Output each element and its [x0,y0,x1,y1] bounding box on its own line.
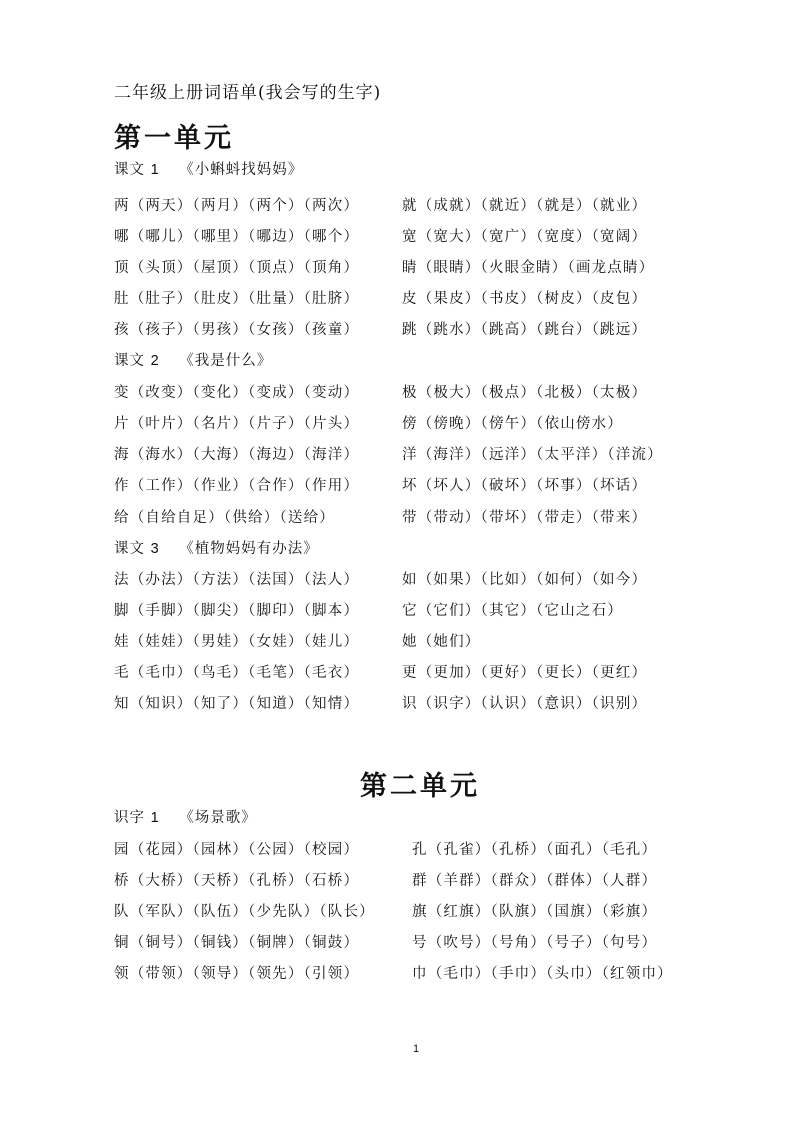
word-entry: 哪（哪儿）（哪里）（哪边）（哪个） [114,229,360,245]
word-entry: 它（它们）（其它）（它山之石） [402,603,623,619]
lesson-heading [114,158,303,179]
word-entry: 队（军队）（队伍）（少先队）（队长） [114,904,375,920]
word-entry: 知（知识）（知了）（知道）（知情） [114,696,360,712]
word-entry: 脚（手脚）（脚尖）（脚印）（脚本） [114,603,360,619]
word-entry: 坏（坏人）（破坏）（坏事）（坏话） [402,478,648,494]
word-entry: 洋（海洋）（远洋）（太平洋）（洋流） [402,447,663,463]
word-entry: 睛（眼睛）（火眼金睛）（画龙点睛） [402,260,655,276]
word-entry: 海（海水）（大海）（海边）（海洋） [114,447,360,463]
word-entry: 傍（傍晚）（傍午）（依山傍水） [402,416,623,432]
word-entry: 娃（娃娃）（男娃）（女娃）（娃儿） [114,634,360,650]
lesson-heading [114,537,319,558]
lesson-label: 课文 [114,162,145,178]
word-entry: 旗（红旗）（队旗）（国旗）（彩旗） [412,904,658,920]
lesson-label: 课文 [114,353,145,369]
document-title: 二年级上册词语单(我会写的生字) [114,83,382,103]
word-entry: 跳（跳水）（跳高）（跳台）（跳远） [402,322,648,338]
lesson-number: 3 [150,541,160,557]
lesson-number: 2 [150,353,160,369]
lesson-label: 课文 [114,541,145,557]
unit-2-heading: 第二单元 [360,771,480,802]
word-entry: 孩（孩子）（男孩）（女孩）（孩童） [114,322,360,338]
word-entry: 两（两天）（两月）（两个）（两次） [114,198,360,214]
word-entry: 带（带动）（带坏）（带走）（带来） [402,510,648,526]
word-entry: 巾（毛巾）（手巾）（头巾）（红领巾） [412,966,673,982]
word-entry: 桥（大桥）（天桥）（孔桥）（石桥） [114,873,360,889]
word-entry: 法（办法）（方法）（法国）（法人） [114,572,360,588]
word-entry: 群（羊群）（群众）（群体）（人群） [412,873,658,889]
word-entry: 识（识字）（认识）（意识）（识别） [402,696,648,712]
word-entry: 皮（果皮）（书皮）（树皮）（皮包） [402,291,648,307]
word-entry: 片（叶片）（名片）（片子）（片头） [114,416,360,432]
lesson-name: 《场景歌》 [179,810,257,826]
lesson-name: 《我是什么》 [179,353,273,369]
word-entry: 给（自给自足）（供给）（送给） [114,510,335,526]
word-entry: 作（工作）（作业）（合作）（作用） [114,478,360,494]
word-entry: 如（如果）（比如）（如何）（如今） [402,572,648,588]
word-entry: 领（带领）（领导）（领先）（引领） [114,966,360,982]
word-entry: 号（吹号）（号角）（号子）（句号） [412,935,658,951]
word-entry: 就（成就）（就近）（就是）（就业） [402,198,648,214]
lesson-heading [114,806,257,827]
word-entry: 更（更加）（更好）（更长）（更红） [402,665,648,681]
page-number: 1 [413,1043,420,1055]
word-entry: 她（她们） [402,634,481,650]
lesson-heading [114,349,272,370]
word-entry: 孔（孔雀）（孔桥）（面孔）（毛孔） [412,842,658,858]
lesson-name: 《小蝌蚪找妈妈》 [179,162,304,178]
word-entry: 变（改变）（变化）（变成）（变动） [114,385,360,401]
word-entry: 铜（铜号）（铜钱）（铜牌）（铜鼓） [114,935,360,951]
lesson-label: 识字 [114,810,145,826]
lesson-number: 1 [150,162,160,178]
word-entry: 毛（毛巾）（鸟毛）（毛笔）（毛衣） [114,665,360,681]
word-entry: 园（花园）（园林）（公园）（校园） [114,842,360,858]
lesson-name: 《植物妈妈有办法》 [179,541,319,557]
unit-1-heading: 第一单元 [114,123,234,154]
word-entry: 顶（头顶）（屋顶）（顶点）（顶角） [114,260,360,276]
word-entry: 肚（肚子）（肚皮）（肚量）（肚脐） [114,291,360,307]
word-entry: 宽（宽大）（宽广）（宽度）（宽阔） [402,229,648,245]
lesson-number: 1 [150,810,160,826]
word-entry: 极（极大）（极点）（北极）（太极） [402,385,648,401]
